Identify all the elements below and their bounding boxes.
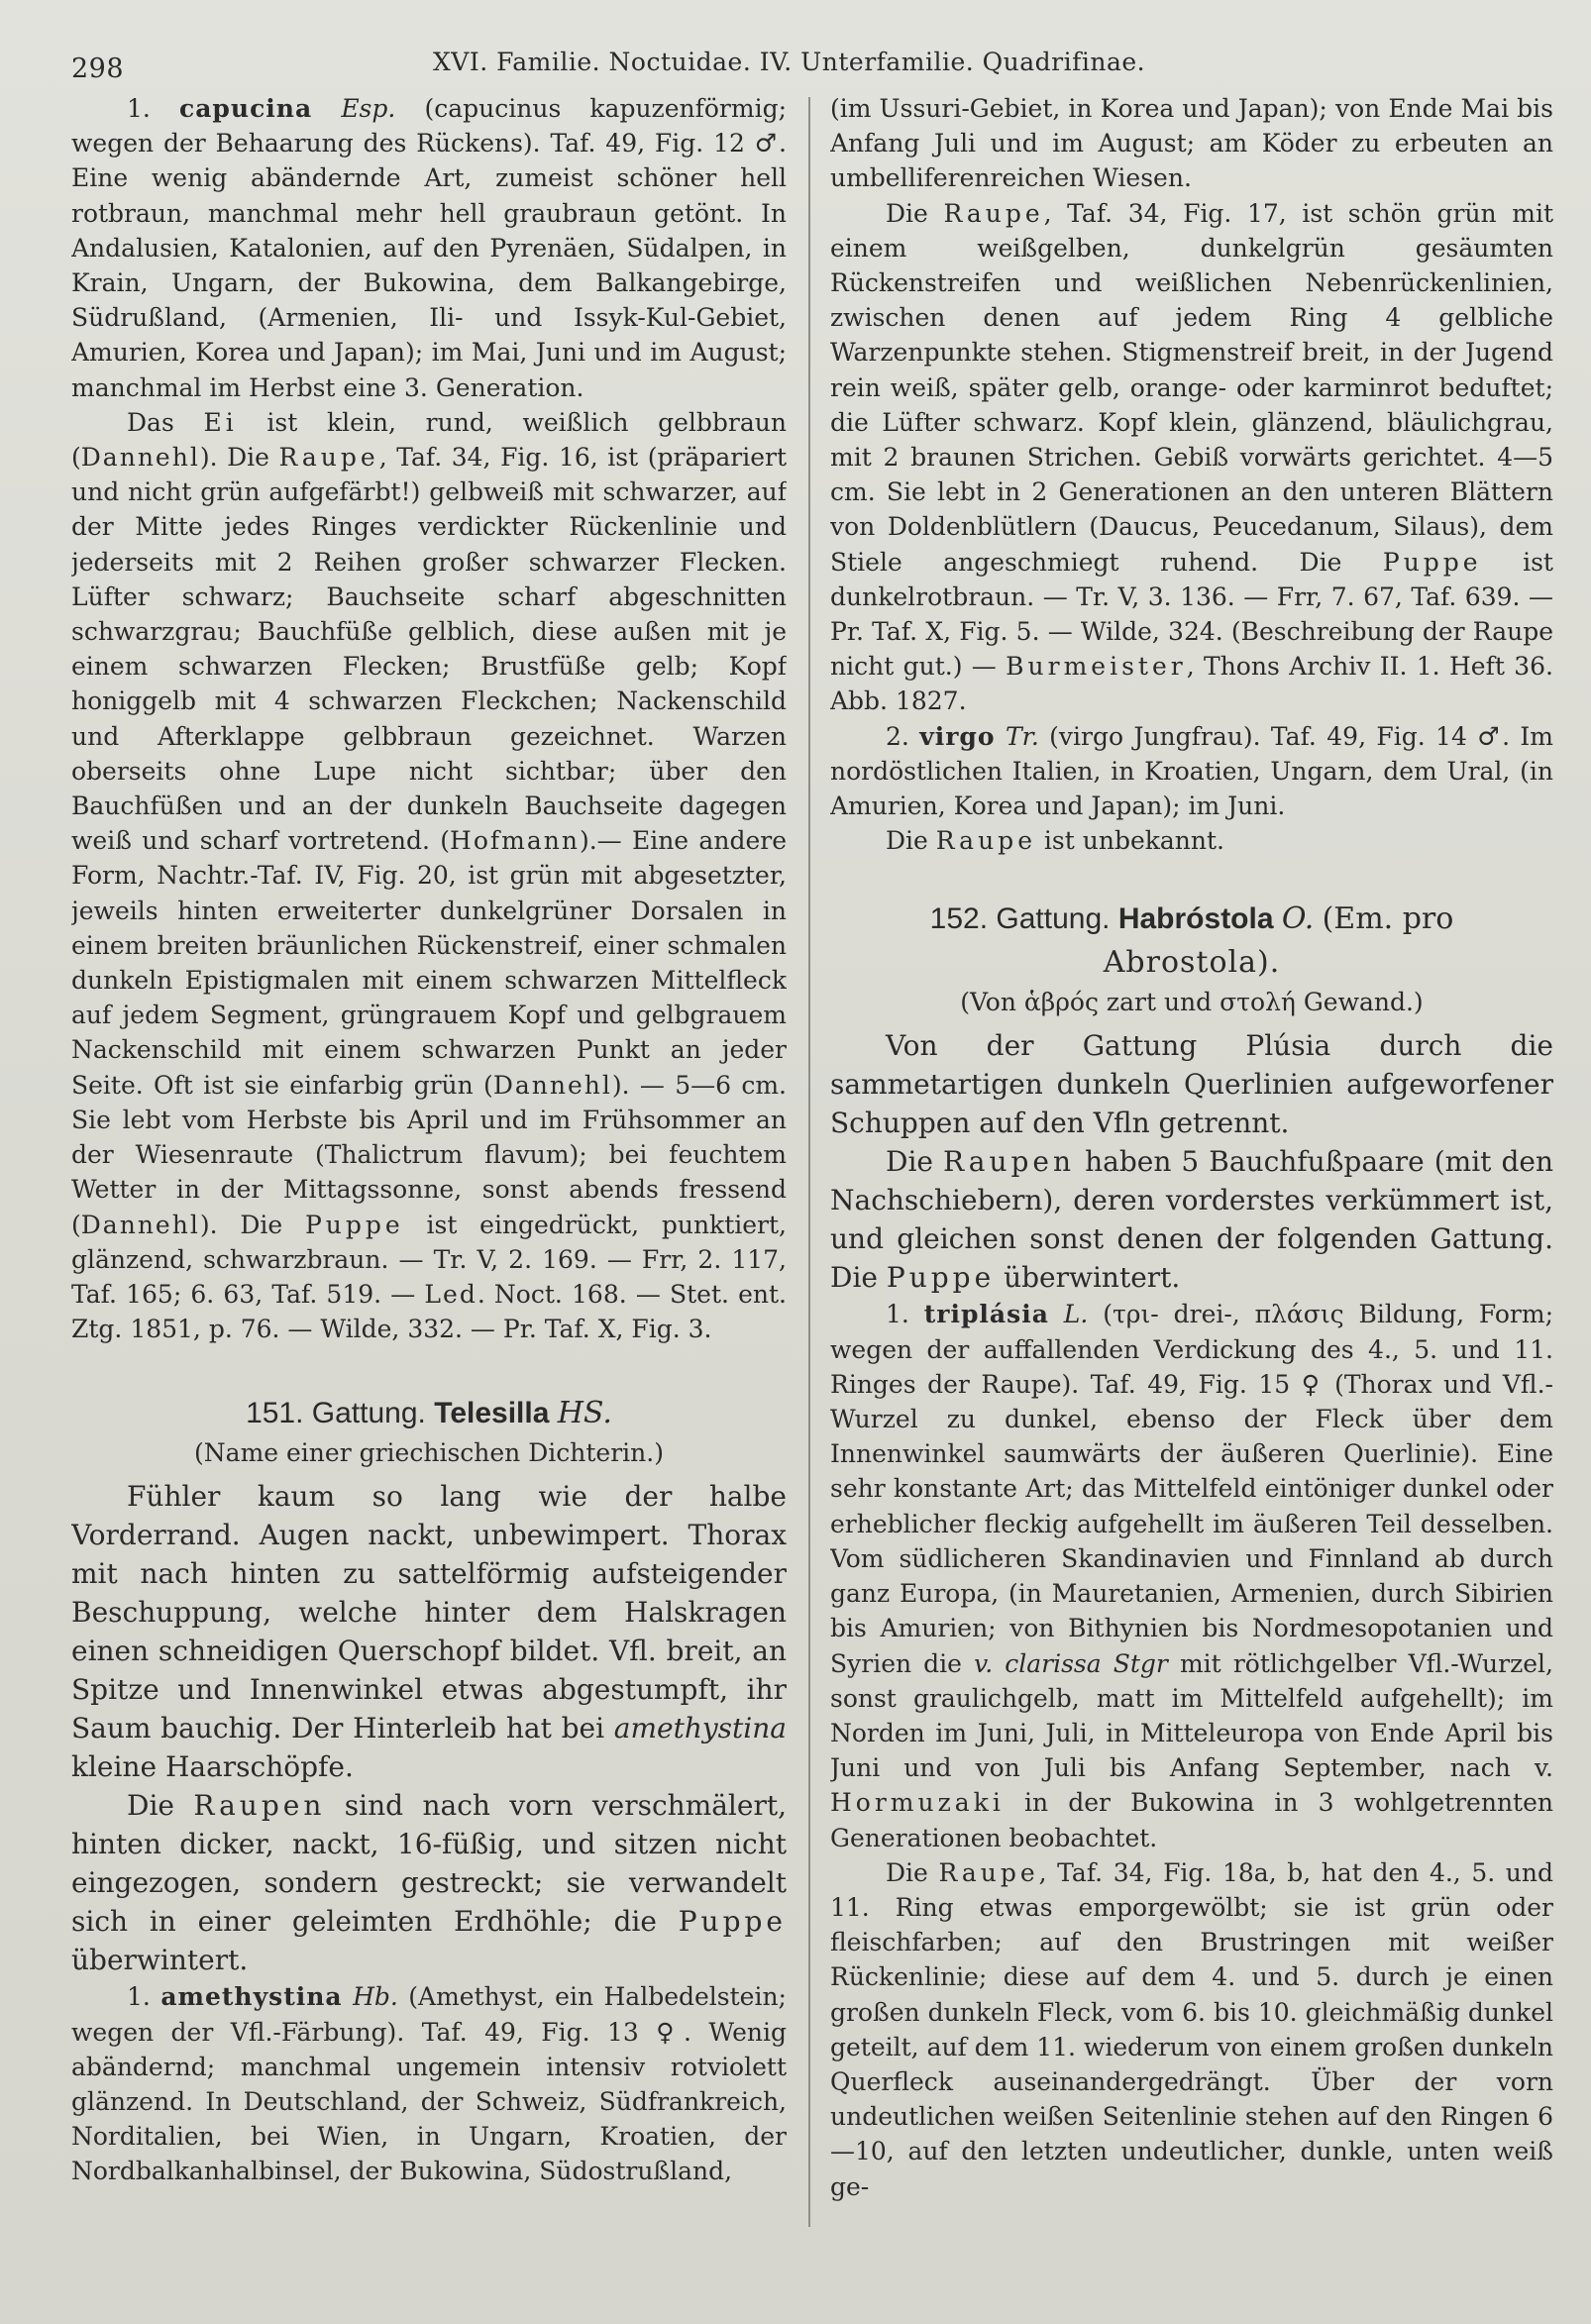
author-ref: Burmeister xyxy=(1006,652,1187,682)
continuation-text: (im Ussuri-Gebiet, in Korea und Japan); von Ende Mai bis Anfang Juli und im August; am Köder zu erbeuten an umbelliferenreichen Wiesen. xyxy=(830,94,1553,193)
column-divider xyxy=(808,97,810,2227)
species-number: 2. xyxy=(886,721,909,751)
page-header xyxy=(71,48,1557,87)
author-ref: Dannehl xyxy=(492,1070,612,1100)
species-number: 1. xyxy=(886,1300,909,1329)
term-puppe: Puppe xyxy=(1382,547,1482,577)
genus-larvae: Die Raupen sind nach vorn verschmälert, hinten dicker, nackt, 16-füßig, und sitzen nicht eingezogen, sondern gestreckt; sie verwandelt sich in einer geleimten Erdhöhle; die Puppe überwintert. xyxy=(71,1789,787,1977)
genus-larvae: Die Raupen haben 5 Bauchfußpaare (mit den Nachschiebern), deren vorderstes verkümmert ist, und gleichen sonst denen der folgenden Gattung. Die Puppe überwintert. xyxy=(830,1145,1553,1295)
species-entry-virgo xyxy=(830,719,1553,824)
species-entry-triplasia: 1. triplásia L. (τρι- drei-, πλάσις Bildung, Form; wegen der auffallenden Verdickung des 4., 5. und 11. Ringes der Raupe). Taf. 49, Fig. 15 ♀ (Thorax und Vfl.-Wurzel zu dunkel, ebenso der Fleck über dem Innenwinkel saumwärts der äußeren Querlinie). Eine sehr konstante Art; das Mittelfeld eintöniger dunkel oder erheblicher fleckig aufgehellt im äußeren Teil desselben. Vom südlicheren Skandinavien und Finnland ab durch ganz Europa, (in Mauretanien, Armenien, durch Sibirien bis Amurien; von Bithynien bis Nordmesopotanien und Syrien die v. clarissa Stgr mit rötlichgelber Vfl.-Wurzel, sonst graulichgelb, matt im Mittelfeld aufgehellt); im Norden im Juni, Juli, in Mitteleuropa von Ende April bis Juni und von Juli bis Anfang September, nach v. Hormuzaki in der Bukowina in 3 wohlgetrennten Generationen beobachtet. xyxy=(830,1300,1553,1852)
genus-number: 152. Gattung. xyxy=(929,902,1111,936)
term-puppe: Puppe xyxy=(304,1210,404,1239)
genus-name: Telesilla xyxy=(434,1397,550,1430)
author-ref: Led xyxy=(424,1279,477,1309)
right-column xyxy=(830,91,1553,2265)
genus-description: Von der Gattung Plúsia durch die sammetartigen dunkeln Querlinien aufgeworfener Schuppen auf den Vfln getrennt. xyxy=(830,1029,1553,1140)
paragraph-larva: Die Raupe, Taf. 34, Fig. 17, ist schön grün mit einem weißgelben, dunkelgrün gesäumten Rückenstreifen und weißlichen Nebenrückenlinien, zwischen denen auf jedem Ring 4 gelbliche Warzenpunkte stehen. Stigmenstreif breit, in der Jugend rein weiß, später gelb, orange- oder karminrot beduftet; die Lüfter schwarz. Kopf klein, glänzend, bläulichgrau, mit 2 braunen Strichen. Gebiß vorwärts gerichtet. 4—5 cm. Sie lebt in 2 Generationen an den unteren Blättern von Doldenblütlern (Daucus, Peucedanum, Silaus), dem Stiele angeschmiegt ruhend. Die Puppe ist dunkelrotbraun. — Tr. V, 3. 136. — Frr, 7. 67, Taf. 639. — Pr. Taf. X, Fig. 5. — Wilde, 324. (Beschreibung der Raupe nicht gut.) — Burmeister, Thons Archiv II. 1. Heft 36. Abb. 1827. xyxy=(830,198,1553,716)
species-author: Tr. xyxy=(1005,721,1039,751)
author-ref: Hofmann xyxy=(450,826,580,856)
genus-emendation: (Em. pro xyxy=(1322,901,1454,937)
author-ref: Hormuzaki xyxy=(830,1788,1005,1818)
genus-author: O. xyxy=(1281,901,1315,937)
genus-author: HS. xyxy=(557,1396,612,1431)
genus-description: Fühler kaum so lang wie der halbe Vorderrand. Augen nackt, unbewimpert. Thorax mit nach hinten zu sattelförmig aufsteigender Beschuppung, welche hinter dem Halskragen einen schneidigen Querschopf bildet. Vfl. breit, an Spitze und Innenwinkel etwas abgestumpft, ihr Saum bauchig. Der Hinterleib hat bei amethystina kleine Haarschöpfe. xyxy=(71,1480,787,1784)
genus-etymology: (Von ἁβρός zart und στολή Gewand.) xyxy=(960,988,1424,1017)
genus-heading-habrostola xyxy=(830,898,1553,985)
term-raupe: Raupe xyxy=(943,198,1044,228)
species-name: triplásia xyxy=(923,1300,1049,1329)
running-head: XVI. Familie. Noctuidae. IV. Unterfamilie. Quadrifinae. xyxy=(433,48,1146,76)
author-ref: Dannehl xyxy=(80,1210,200,1239)
left-column xyxy=(71,91,787,2265)
author-ref: Dannehl xyxy=(80,443,200,473)
species-description: (virgo Jungfrau). Taf. 49, Fig. 14 ♂. Im nordöstlichen Italien, in Kroatien, Ungarn, dem Ural, (in Amurien, Korea und Japan); im Juni. xyxy=(830,721,1553,821)
term-ei: Ei xyxy=(203,407,238,437)
paragraph-egg-larva: Das Ei ist klein, rund, weißlich gelbbraun (Dannehl). Die Raupe, Taf. 34, Fig. 16, ist (präpariert und nicht grün aufgefärbt!) gelbweiß mit schwarzer, auf der Mitte jedes Ringes verdickter Rückenlinie und jederseits mit 2 Reihen großer schwarzer Flecken. Lüfter schwarz; Bauchseite scharf abgeschnitten schwarzgrau; Bauchfüße gelblich, diese außen mit je einem schwarzen Flecken; Brustfüße gelb; Kopf honiggelb mit 4 schwarzen Fleckchen; Nackenschild und Afterklappe gelbbraun gezeichnet. Warzen oberseits ohne Lupe nicht sichtbar; über den Bauchfüßen und an der dunkeln Bauchseite dagegen weiß und scharf vortretend. (Hofmann).— Eine andere Form, Nachtr.-Taf. IV, Fig. 20, ist grün mit abgesetzter, jeweils hinten erweiterter dunkelgrüner Dorsalen in einem breiten bräunlichen Rückenstreif, einer schmalen dunkeln Epistigmalen mit einem schwarzen Mittelfleck auf jedem Segment, grüngrauem Kopf und gelbgrauem Nackenschild mit einem schwarzen Punkt an jeder Seite. Oft ist sie einfarbig grün (Dannehl). — 5—6 cm. Sie lebt vom Herbste bis April und im Frühsommer an der Wiesenraute (Thalictrum flavum); bei feuchtem Wetter in der Mittagssonne, sonst abends fressend (Dannehl). Die Puppe ist eingedrückt, punktiert, glänzend, schwarzbraun. — Tr. V, 2. 169. — Frr, 2. 117, Taf. 165; 6. 63, Taf. 519. — Led. Noct. 168. — Stet. ent. Ztg. 1851, p. 76. — Wilde, 332. — Pr. Taf. X, Fig. 3. xyxy=(71,407,787,1344)
paragraph-larva-unknown: Die Raupe ist unbekannt. xyxy=(886,826,1224,856)
species-number: 1. xyxy=(127,1982,151,2012)
species-author: Hb. xyxy=(353,1982,398,2012)
genus-number: 151. Gattung. xyxy=(246,1397,426,1430)
species-name: capucina xyxy=(179,94,313,123)
genus-heading-telesilla xyxy=(71,1392,787,1435)
species-author: Esp. xyxy=(341,94,396,123)
genus-etymology: (Name einer griechischen Dichterin.) xyxy=(194,1438,664,1468)
species-description: (Amethyst, ein Halbedelstein; wegen der Vfl.-Färbung). Taf. 49, Fig. 13 ♀. Wenig abändernd; manchmal ungemein intensiv rotviolett glänzend. In Deutschland, der Schweiz, Südfrankreich, Norditalien, bei Wien, in Ungarn, Kroatien, der Nordbalkanhalbinsel, der Bukowina, Südostrußland, xyxy=(71,1982,787,2186)
genus-name: Habróstola xyxy=(1117,902,1274,936)
genus-emendation-line2: Abrostola). xyxy=(1103,945,1281,981)
species-number: 1. xyxy=(127,94,151,123)
species-entry-amethystina xyxy=(71,1979,787,2188)
term-raupe: Raupe xyxy=(938,1857,1039,1887)
species-description: (capucinus kapuzenförmig; wegen der Behaarung des Rückens). Taf. 49, Fig. 12 ♂. Eine wenig abändernde Art, zumeist schöner hell rotbraun, manchmal mehr hell graubraun getönt. In Andalusien, Katalonien, auf den Pyrenäen, Südalpen, in Krain, Ungarn, der Bukowina, dem Balkangebirge, Südrußland, (Armenien, Ili- und Issyk-Kul-Gebiet, Amurien, Korea und Japan); im Mai, Juni und im August; manchmal im Herbst eine 3. Generation. xyxy=(71,94,787,402)
species-entry-capucina xyxy=(71,91,787,405)
species-name: amethystina xyxy=(160,1982,343,2012)
species-name: virgo xyxy=(919,721,996,751)
paragraph-larva-triplasia: Die Raupe, Taf. 34, Fig. 18a, b, hat den 4., 5. und 11. Ring etwas emporgewölbt; sie ist grün oder fleischfarben; auf den Brustringen mit weißer Rückenlinie; diese auf dem 4. und 5. durch je einen großen dunkeln Fleck, vom 6. bis 10. gleichmäßig dunkel geteilt, auf dem 11. wiederum von einem großen dunkeln Querfleck auseinandergedrängt. Über der vorn undeutlichen weißen Seitenlinie stehen auf den Ringen 6—10, auf den letzten undeutlicher, dunkle, unten weiß ge- xyxy=(830,1857,1553,2201)
term-raupe: Raupe xyxy=(278,443,379,473)
species-author: L. xyxy=(1063,1300,1089,1329)
page-number: 298 xyxy=(71,53,125,84)
